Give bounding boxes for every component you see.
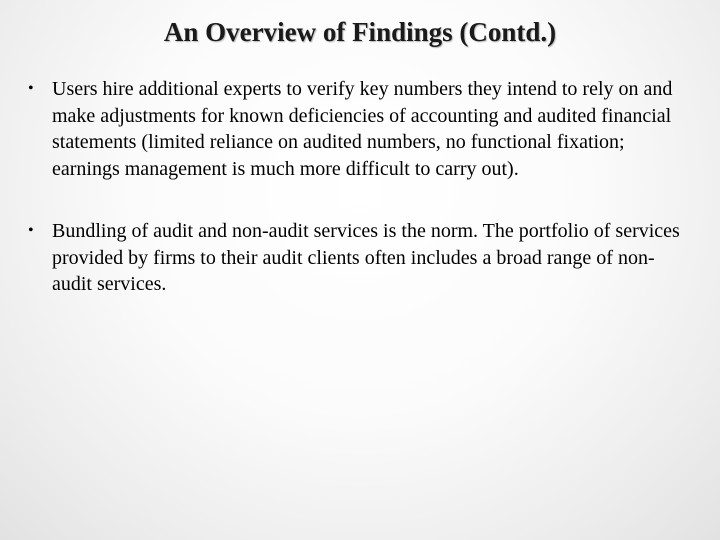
- slide-title: An Overview of Findings (Contd.): [163, 17, 557, 47]
- bullet-text: Users hire additional experts to verify key numbers they intend to rely on and make adjustments for known deficiencies of accounting and audited financial statements (limited reliance on audited numbers, no functional fixation; earnings management is much more difficult to carry out).: [52, 78, 673, 180]
- bullet-item: [24, 76, 684, 182]
- bullet-item: [24, 218, 684, 298]
- bullet-icon: •: [28, 80, 34, 97]
- bullet-text: Bundling of audit and non-audit services is the norm. The portfolio of services provided by firms to their audit clients often includes a broad range of non-audit services.: [52, 220, 680, 295]
- bullet-icon: •: [28, 222, 34, 239]
- bullet-list: [24, 76, 684, 298]
